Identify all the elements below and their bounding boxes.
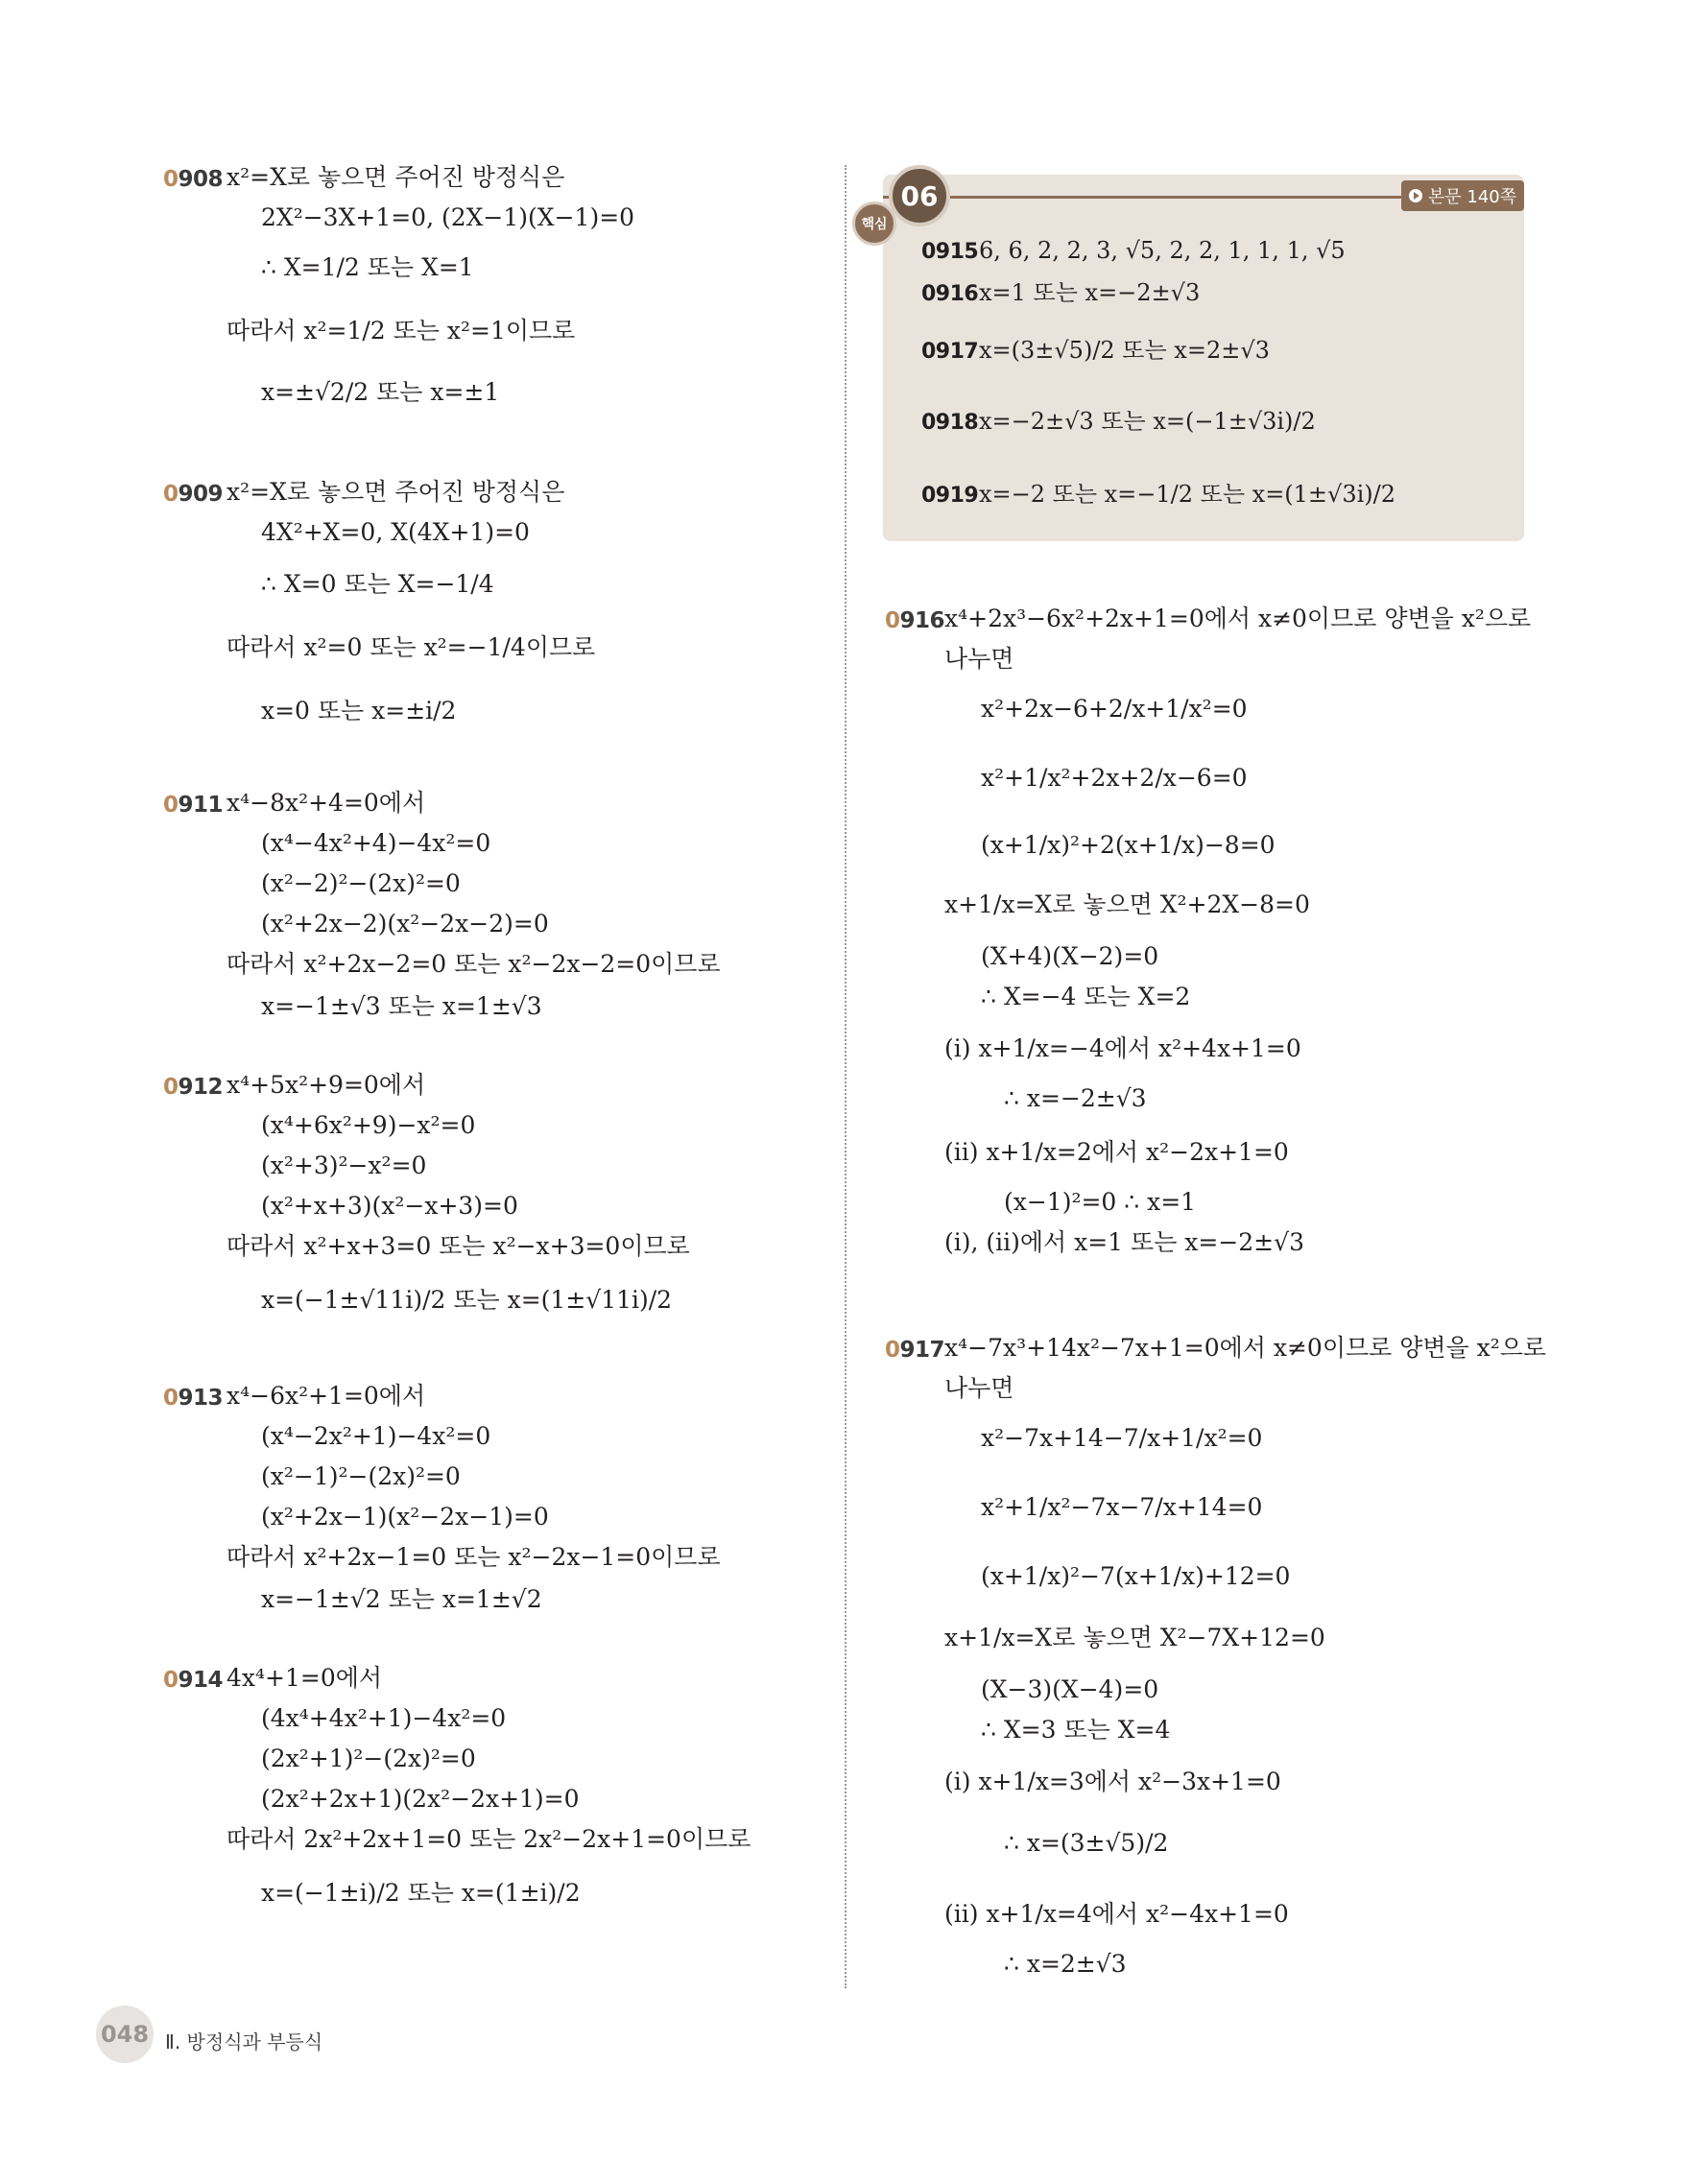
solution-line: (x²+x+3)(x²−x+3)=0: [261, 1192, 518, 1220]
solution-line: x²=X로 놓으면 주어진 방정식은: [227, 163, 565, 191]
solution-line: (x+1/x)²+2(x+1/x)−8=0: [981, 831, 1276, 859]
section-badge: 06: [889, 165, 950, 226]
solution-line: ∴ X=1/2 또는 X=1: [261, 253, 474, 281]
solution-line: 나누면: [944, 645, 1014, 673]
page-reference-label: 본문 140쪽: [1427, 187, 1517, 207]
solution-line: (X+4)(X−2)=0: [981, 942, 1159, 970]
solution-line: (ii) x+1/x=4에서 x²−4x+1=0: [944, 1900, 1289, 1928]
answer-number-0919: 0919: [921, 484, 979, 508]
solution-line: (2x²+1)²−(2x)²=0: [261, 1745, 476, 1772]
solution-line: (x⁴−2x²+1)−4x²=0: [261, 1422, 491, 1450]
solution-line: (x²+3)²−x²=0: [261, 1151, 427, 1179]
solution-line: 나누면: [944, 1374, 1014, 1402]
answer-text: x=(3±√5)/2 또는 x=2±√3: [979, 337, 1270, 364]
solution-line: 4x⁴+1=0에서: [227, 1664, 383, 1692]
problem-number-0913: 0913: [163, 1386, 224, 1411]
solution-line: x⁴−8x²+4=0에서: [227, 789, 426, 817]
solution-line: x²−7x+14−7/x+1/x²=0: [981, 1424, 1263, 1452]
solution-line: (x²−1)²−(2x)²=0: [261, 1462, 461, 1490]
solution-line: x+1/x=X로 놓으면 X²+2X−8=0: [944, 890, 1310, 918]
solution-line: (x+1/x)²−7(x+1/x)+12=0: [981, 1562, 1291, 1590]
answer-text: x=−2 또는 x=−1/2 또는 x=(1±√3i)/2: [979, 481, 1395, 508]
answer-number-0916: 0916: [921, 282, 979, 306]
solution-line: x⁴−7x³+14x²−7x+1=0에서 x≠0이므로 양변을 x²으로: [944, 1334, 1547, 1362]
solution-line: 따라서 x²=1/2 또는 x²=1이므로: [227, 317, 576, 344]
solution-line: (X−3)(X−4)=0: [981, 1675, 1159, 1703]
solution-line: ∴ X=3 또는 X=4: [981, 1716, 1171, 1744]
solution-line: 따라서 x²+x+3=0 또는 x²−x+3=0이므로: [227, 1232, 690, 1260]
answer-number-0915: 0915: [921, 240, 979, 264]
solution-line: ∴ x=−2±√3: [1004, 1084, 1147, 1112]
solution-line: (x²+2x−2)(x²−2x−2)=0: [261, 910, 549, 938]
problem-number-0909: 0909: [163, 482, 224, 507]
solution-line: (2x²+2x+1)(2x²−2x+1)=0: [261, 1785, 580, 1813]
answer-number-0917: 0917: [921, 340, 979, 364]
answer-number-0918: 0918: [921, 411, 979, 435]
solution-line: 4X²+X=0, X(4X+1)=0: [261, 518, 530, 546]
solution-line: (x²+2x−1)(x²−2x−1)=0: [261, 1503, 549, 1531]
solution-line: (i), (ii)에서 x=1 또는 x=−2±√3: [944, 1228, 1304, 1256]
solution-line: (i) x+1/x=3에서 x²−3x+1=0: [944, 1768, 1281, 1795]
solution-line: x=−1±√2 또는 x=1±√2: [261, 1585, 542, 1613]
problem-number-0912: 0912: [163, 1075, 224, 1100]
solution-line: x=−1±√3 또는 x=1±√3: [261, 992, 542, 1020]
solution-line: x+1/x=X로 놓으면 X²−7X+12=0: [944, 1624, 1325, 1651]
solution-line: x=0 또는 x=±i/2: [261, 697, 457, 724]
problem-number-0917: 0917: [885, 1338, 945, 1363]
solution-line: 따라서 2x²+2x+1=0 또는 2x²−2x+1=0이므로: [227, 1825, 751, 1853]
solution-line: ∴ X=−4 또는 X=2: [981, 983, 1191, 1010]
solution-line: x⁴+5x²+9=0에서: [227, 1071, 426, 1099]
answer-text: 6, 6, 2, 2, 3, √5, 2, 2, 1, 1, 1, √5: [979, 237, 1346, 264]
answer-text: x=1 또는 x=−2±√3: [979, 279, 1201, 306]
arrow-right-icon: [1409, 189, 1422, 202]
solution-line: (x⁴+6x²+9)−x²=0: [261, 1111, 476, 1139]
column-divider: [845, 165, 846, 1988]
solution-line: x=(−1±i)/2 또는 x=(1±i)/2: [261, 1879, 581, 1907]
solution-line: 따라서 x²+2x−2=0 또는 x²−2x−2=0이므로: [227, 950, 721, 978]
solution-line: x=±√2/2 또는 x=±1: [261, 378, 500, 406]
problem-number-0916: 0916: [885, 608, 945, 633]
page-number: 048: [96, 2006, 154, 2063]
solution-line: (i) x+1/x=−4에서 x²+4x+1=0: [944, 1034, 1301, 1062]
solution-line: x⁴+2x³−6x²+2x+1=0에서 x≠0이므로 양변을 x²으로: [944, 605, 1532, 632]
page-reference[interactable]: [1401, 180, 1524, 211]
solution-line: 2X²−3X+1=0, (2X−1)(X−1)=0: [261, 203, 635, 231]
solution-line: x⁴−6x²+1=0에서: [227, 1382, 426, 1410]
solution-line: x²=X로 놓으면 주어진 방정식은: [227, 478, 565, 506]
solution-line: (x²−2)²−(2x)²=0: [261, 869, 461, 897]
solution-line: (ii) x+1/x=2에서 x²−2x+1=0: [944, 1138, 1289, 1166]
problem-number-0908: 0908: [163, 167, 224, 192]
problem-number-0911: 0911: [163, 793, 224, 818]
section-title: Ⅱ. 방정식과 부등식: [165, 2030, 323, 2053]
core-tag: 핵심: [852, 202, 896, 246]
solution-line: ∴ X=0 또는 X=−1/4: [261, 570, 494, 598]
problem-number-0914: 0914: [163, 1668, 224, 1693]
solution-line: (x−1)²=0 ∴ x=1: [1004, 1188, 1197, 1216]
solution-line: (x⁴−4x²+4)−4x²=0: [261, 829, 491, 857]
solution-line: (4x⁴+4x²+1)−4x²=0: [261, 1704, 507, 1732]
core-answer-box: [883, 175, 1524, 541]
solution-line: x²+1/x²+2x+2/x−6=0: [981, 764, 1248, 792]
solution-line: 따라서 x²=0 또는 x²=−1/4이므로: [227, 633, 596, 661]
solution-line: x²+2x−6+2/x+1/x²=0: [981, 695, 1248, 723]
answer-text: x=−2±√3 또는 x=(−1±√3i)/2: [979, 408, 1316, 435]
solution-line: 따라서 x²+2x−1=0 또는 x²−2x−1=0이므로: [227, 1543, 721, 1571]
solution-line: ∴ x=(3±√5)/2: [1004, 1829, 1169, 1857]
solution-line: x=(−1±√11i)/2 또는 x=(1±√11i)/2: [261, 1286, 673, 1314]
solution-line: ∴ x=2±√3: [1004, 1950, 1127, 1978]
solution-line: x²+1/x²−7x−7/x+14=0: [981, 1493, 1263, 1521]
